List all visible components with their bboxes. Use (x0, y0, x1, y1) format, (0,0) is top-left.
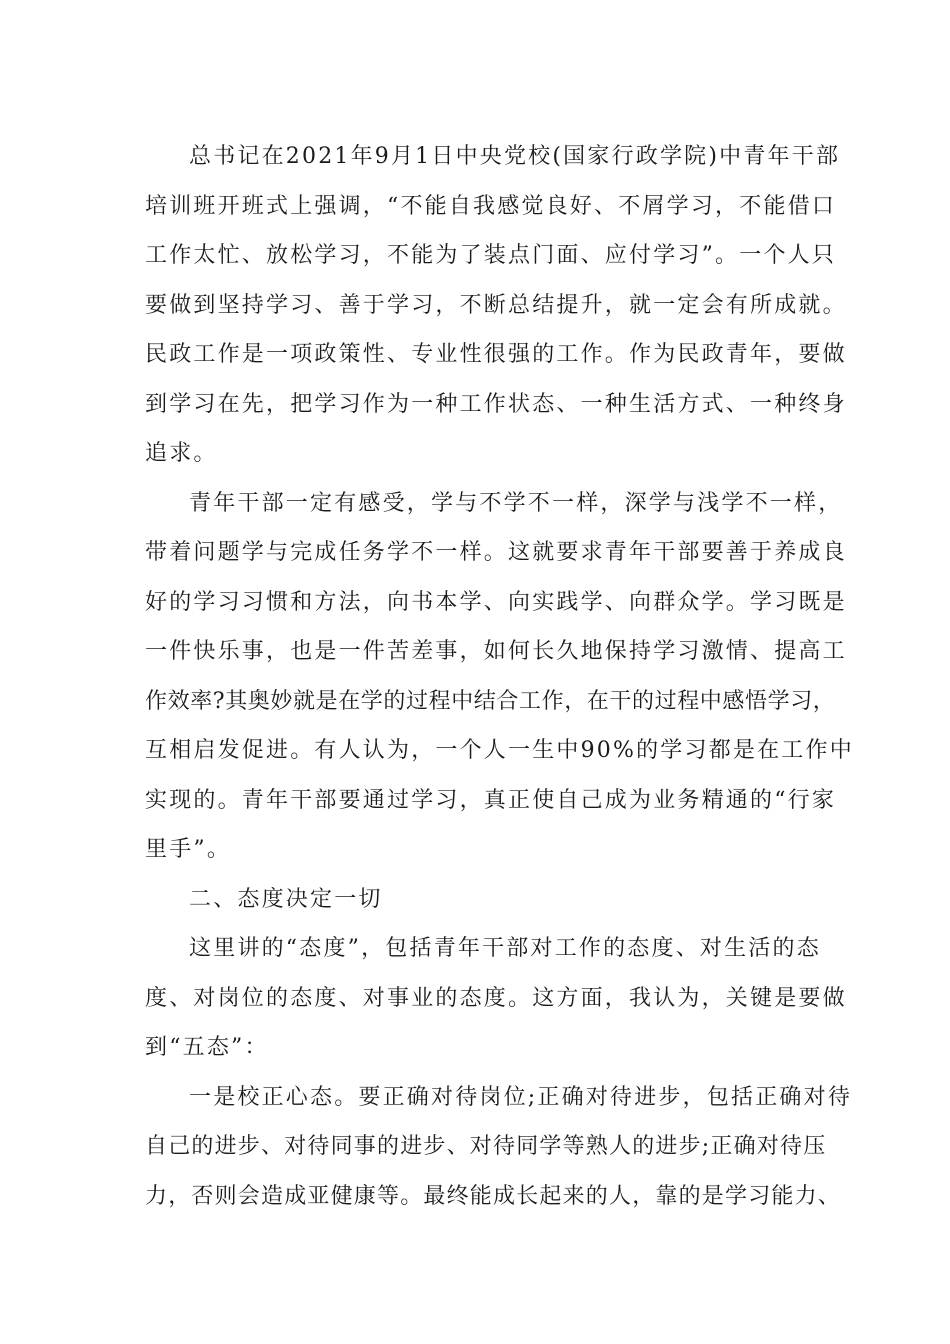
text-line: 力，否则会造成亚健康等。最终能成长起来的人，靠的是学习能力、 (145, 1183, 842, 1209)
heading-text: 二、态度决定一切 (189, 886, 383, 912)
document-body (145, 132, 854, 1221)
text-line: 工作太忙、放松学习，不能为了装点门面、应付学习”。一个人只 (145, 243, 837, 268)
text-line: 自己的进步、对待同事的进步、对待同学等熟人的进步;正确对待压 (145, 1134, 827, 1159)
text-line: 里手”。 (145, 837, 232, 862)
text-line: 互相启发促进。有人认为，一个人一生中90%的学习都是在工作中 (145, 738, 854, 763)
text-line: 好的学习习惯和方法，向书本学、向实践学、向群众学。学习既是 (145, 589, 847, 615)
text-line: 培训班开班式上强调，“不能自我感觉良好、不屑学习，不能借口 (145, 193, 837, 219)
text-line: 度、对岗位的态度、对事业的态度。这方面，我认为，关键是要做 (145, 985, 847, 1011)
text-line: 作效率?其奥妙就是在学的过程中结合工作，在干的过程中感悟学习， (145, 688, 836, 714)
text-line: 要做到坚持学习、善于学习，不断总结提升，就一定会有所成就。 (145, 292, 847, 318)
text-line: 到“五态”： (145, 1035, 269, 1060)
text-line: 实现的。青年干部要通过学习，真正使自己成为业务精通的“行家 (145, 787, 837, 813)
text-line: 民政工作是一项政策性、专业性很强的工作。作为民政青年，要做 (145, 342, 847, 367)
section-heading-attitude (145, 875, 825, 925)
paragraph-attitude-intro (145, 924, 847, 1073)
text-line: 到学习在先，把学习作为一种工作状态、一种生活方式、一种终身 (145, 391, 847, 417)
text-line: 这里讲的“态度”，包括青年干部对工作的态度、对生活的态 (189, 936, 821, 961)
paragraph-study-first (145, 132, 847, 479)
paragraph-correct-mindset (145, 1073, 853, 1222)
text-line: 一是校正心态。要正确对待岗位;正确对待进步，包括正确对待 (189, 1084, 853, 1110)
text-line: 追求。 (145, 441, 218, 466)
text-line: 一件快乐事，也是一件苦差事，如何长久地保持学习激情、提高工 (145, 639, 847, 664)
text-line: 带着问题学与完成任务学不一样。这就要求青年干部要善于养成良 (145, 540, 847, 565)
text-line: 青年干部一定有感受，学与不学不一样，深学与浅学不一样， (189, 490, 843, 516)
text-line: 总书记在2021年9月1日中央党校(国家行政学院)中青年干部 (189, 144, 841, 169)
paragraph-learning-habits (145, 479, 854, 875)
